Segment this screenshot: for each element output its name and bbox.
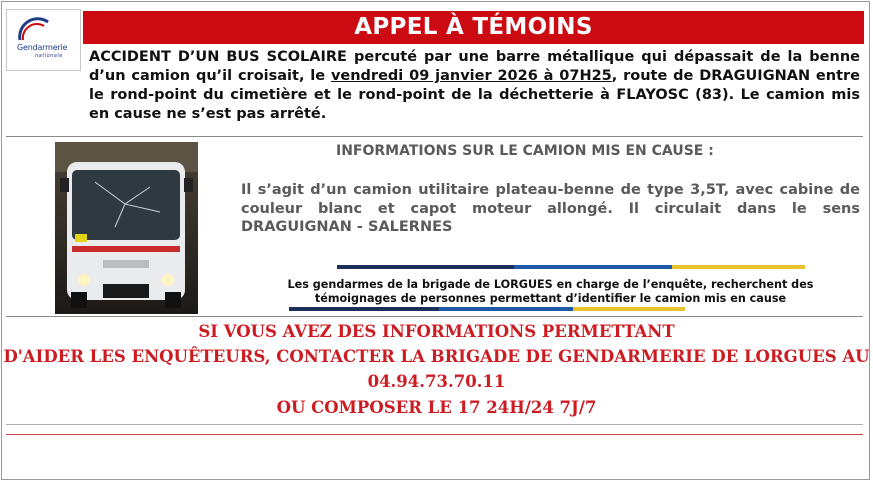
intro-lead: ACCIDENT D’UN BUS SCOLAIRE — [89, 49, 347, 65]
stripe-yellow-top — [672, 265, 805, 269]
gendarmerie-logo — [6, 9, 81, 71]
stripe-yellow-bottom — [573, 307, 685, 311]
stripe-navy-bottom — [289, 307, 439, 311]
stripe-blue-top — [514, 265, 672, 269]
call-line-1: SI VOUS AVEZ DES INFORMATIONS PERMETTANT — [198, 322, 675, 341]
truck-info-title: INFORMATIONS SUR LE CAMION MIS EN CAUSE : — [336, 143, 714, 159]
divider-middle — [6, 316, 863, 317]
intro-text: percuté par une barre métallique qui dépassait de la benne d’un camion qu’il croisait, le — [89, 49, 860, 84]
truck-info-text: Il s’agit d’un camion utilitaire plateau-benne de type 3,5T, avec cabine de couleur blanc et capot moteur allongé. Il circulait dans le sens DRAGUIGNAN - SALERNES — [241, 182, 860, 235]
intro-date: vendredi 09 janvier 2026 à 07H25 — [330, 68, 612, 84]
intro-paragraph — [89, 48, 860, 124]
logo-name: Gendarmerie — [17, 43, 68, 52]
intro-location: , route de DRAGUIGNAN entre le rond-point du cimetière et le rond-point de la déchetterie à FLAYOSC (83). Le camion mis en cause ne s’est pas arrêté. — [89, 68, 861, 122]
divider-bottom-1 — [6, 424, 863, 425]
logo-subtitle: nationale — [35, 53, 63, 59]
page-title: APPEL À TÉMOINS — [83, 11, 864, 44]
divider-top — [6, 136, 863, 137]
damaged-bus-image — [55, 142, 198, 314]
bus-photo — [55, 142, 198, 314]
stripe-blue-bottom — [439, 307, 573, 311]
call-line-2: D'AIDER LES ENQUÊTEURS, CONTACTER LA BRIGADE DE GENDARMERIE DE LORGUES AU — [3, 347, 870, 366]
call-line-4: OU COMPOSER LE 17 24H/24 7J/7 — [276, 398, 597, 417]
stripe-navy-top — [337, 265, 514, 269]
divider-bottom-2 — [6, 434, 863, 435]
phone-number: 04.94.73.70.11 — [367, 372, 506, 391]
brigade-appeal-text: Les gendarmes de la brigade de LORGUES en charge de l’enquête, recherchent des témoignages de personnes permettant d’identifier le camion mis en cause — [287, 278, 814, 305]
